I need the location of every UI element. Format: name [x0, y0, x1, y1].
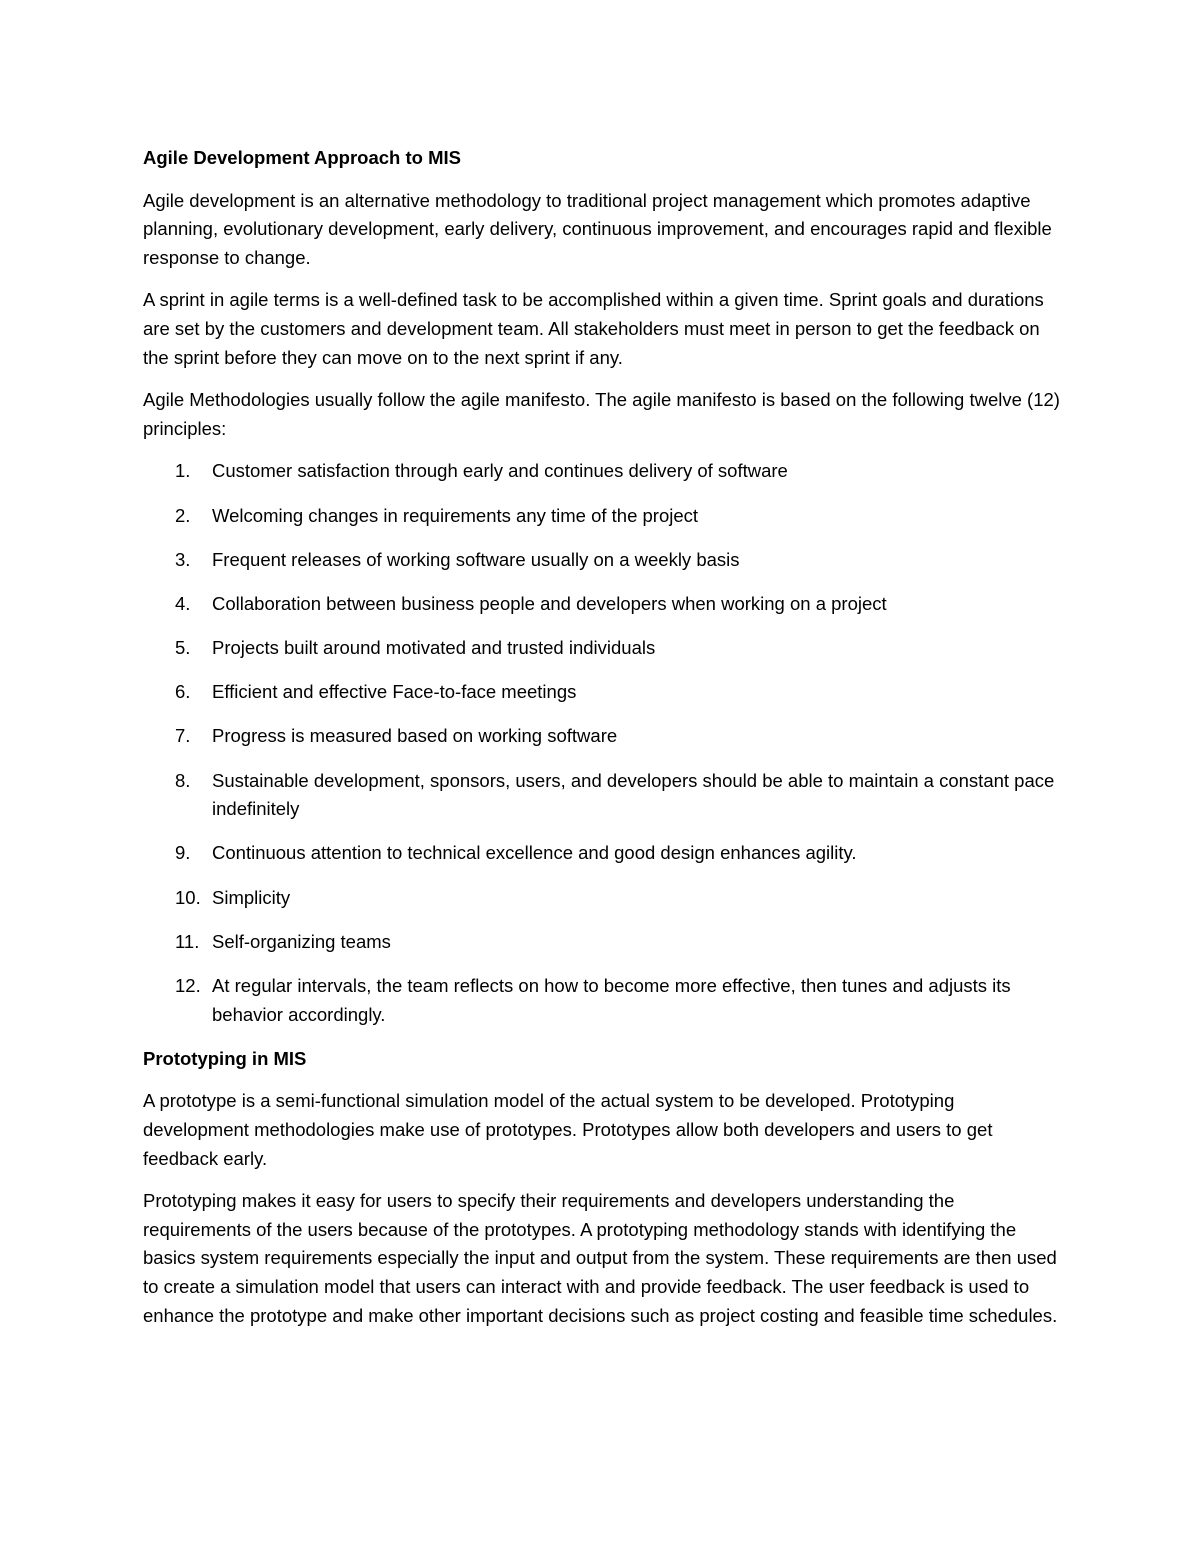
paragraph-prototype-definition: A prototype is a semi-functional simulation model of the actual system to be developed. Prototyping development methodologies make use of prototypes. Prototypes allow both developers and users to get feedback early. [143, 1090, 993, 1169]
list-item [143, 928, 1063, 957]
list-item-number: 2. [175, 504, 191, 526]
list-item-text: Frequent releases of working software usually on a weekly basis [212, 548, 740, 570]
paragraph-manifesto: Agile Methodologies usually follow the agile manifesto. The agile manifesto is based on the following twelve (12) principles: [143, 389, 1060, 439]
list-item-text: Simplicity [212, 886, 291, 908]
list-item-number: 12. [175, 975, 201, 996]
document-body [143, 144, 1063, 1344]
list-item [143, 678, 1063, 707]
list-item-text: Projects built around motivated and trusted individuals [212, 637, 656, 659]
list-item-number: 8. [175, 769, 191, 791]
list-item-text: At regular intervals, the team reflects on how to become more effective, then tunes and adjusts its behavior accordingly. [212, 975, 1011, 1025]
list-item [143, 502, 1063, 531]
list-item-text: Customer satisfaction through early and continues delivery of software [212, 460, 788, 482]
list-item [143, 590, 1063, 619]
paragraph-agile-intro: Agile development is an alternative methodology to traditional project management which promotes adaptive planning, evolutionary development, early delivery, continuous improvement, and encourages rapid and flexible response to change. [143, 189, 1052, 268]
list-item-number: 11. [175, 930, 200, 952]
list-item-number: 5. [175, 637, 191, 659]
section-heading-prototyping: Prototyping in MIS [143, 1047, 307, 1069]
list-item [143, 767, 1063, 824]
principles-list [143, 457, 1063, 1029]
list-item-text: Sustainable development, sponsors, users, and developers should be able to maintain a constant pace indefinitely [212, 769, 1055, 820]
list-item [143, 972, 1063, 1029]
list-item-number: 9. [175, 842, 191, 864]
list-item-text: Collaboration between business people and developers when working on a project [212, 592, 887, 614]
list-item-number: 7. [175, 725, 191, 747]
list-item [143, 839, 1063, 868]
list-item-text: Self-organizing teams [212, 930, 391, 952]
list-item-number: 4. [175, 592, 191, 614]
section-heading-agile: Agile Development Approach to MIS [143, 147, 461, 168]
list-item-number: 10. [175, 886, 201, 908]
paragraph-prototyping-process: Prototyping makes it easy for users to specify their requirements and developers understanding the requirements of the users because of the prototypes. A prototyping methodology stands with identifying the basics system requirements especially the input and output from the system. These requirements are then used to create a simulation model that users can interact with and provide feedback. The user feedback is used to enhance the prototype and make other important decisions such as project costing and feasible time schedules. [143, 1190, 1058, 1326]
list-item-text: Progress is measured based on working software [212, 725, 618, 747]
list-item-text: Welcoming changes in requirements any time of the project [212, 504, 699, 526]
list-item [143, 457, 1063, 486]
list-item [143, 546, 1063, 575]
list-item [143, 884, 1063, 913]
paragraph-sprint: A sprint in agile terms is a well-defined task to be accomplished within a given time. Sprint goals and durations are set by the customers and development team. All stakeholders must meet in person to get the feedback on the sprint before they can move on to the next sprint if any. [143, 289, 1044, 368]
list-item-number: 3. [175, 548, 191, 570]
list-item-text: Continuous attention to technical excellence and good design enhances agility. [212, 842, 857, 864]
list-item [143, 722, 1063, 751]
list-item-number: 1. [175, 460, 191, 482]
list-item-number: 6. [175, 681, 191, 703]
list-item [143, 634, 1063, 663]
list-item-text: Efficient and effective Face-to-face meetings [212, 681, 577, 703]
